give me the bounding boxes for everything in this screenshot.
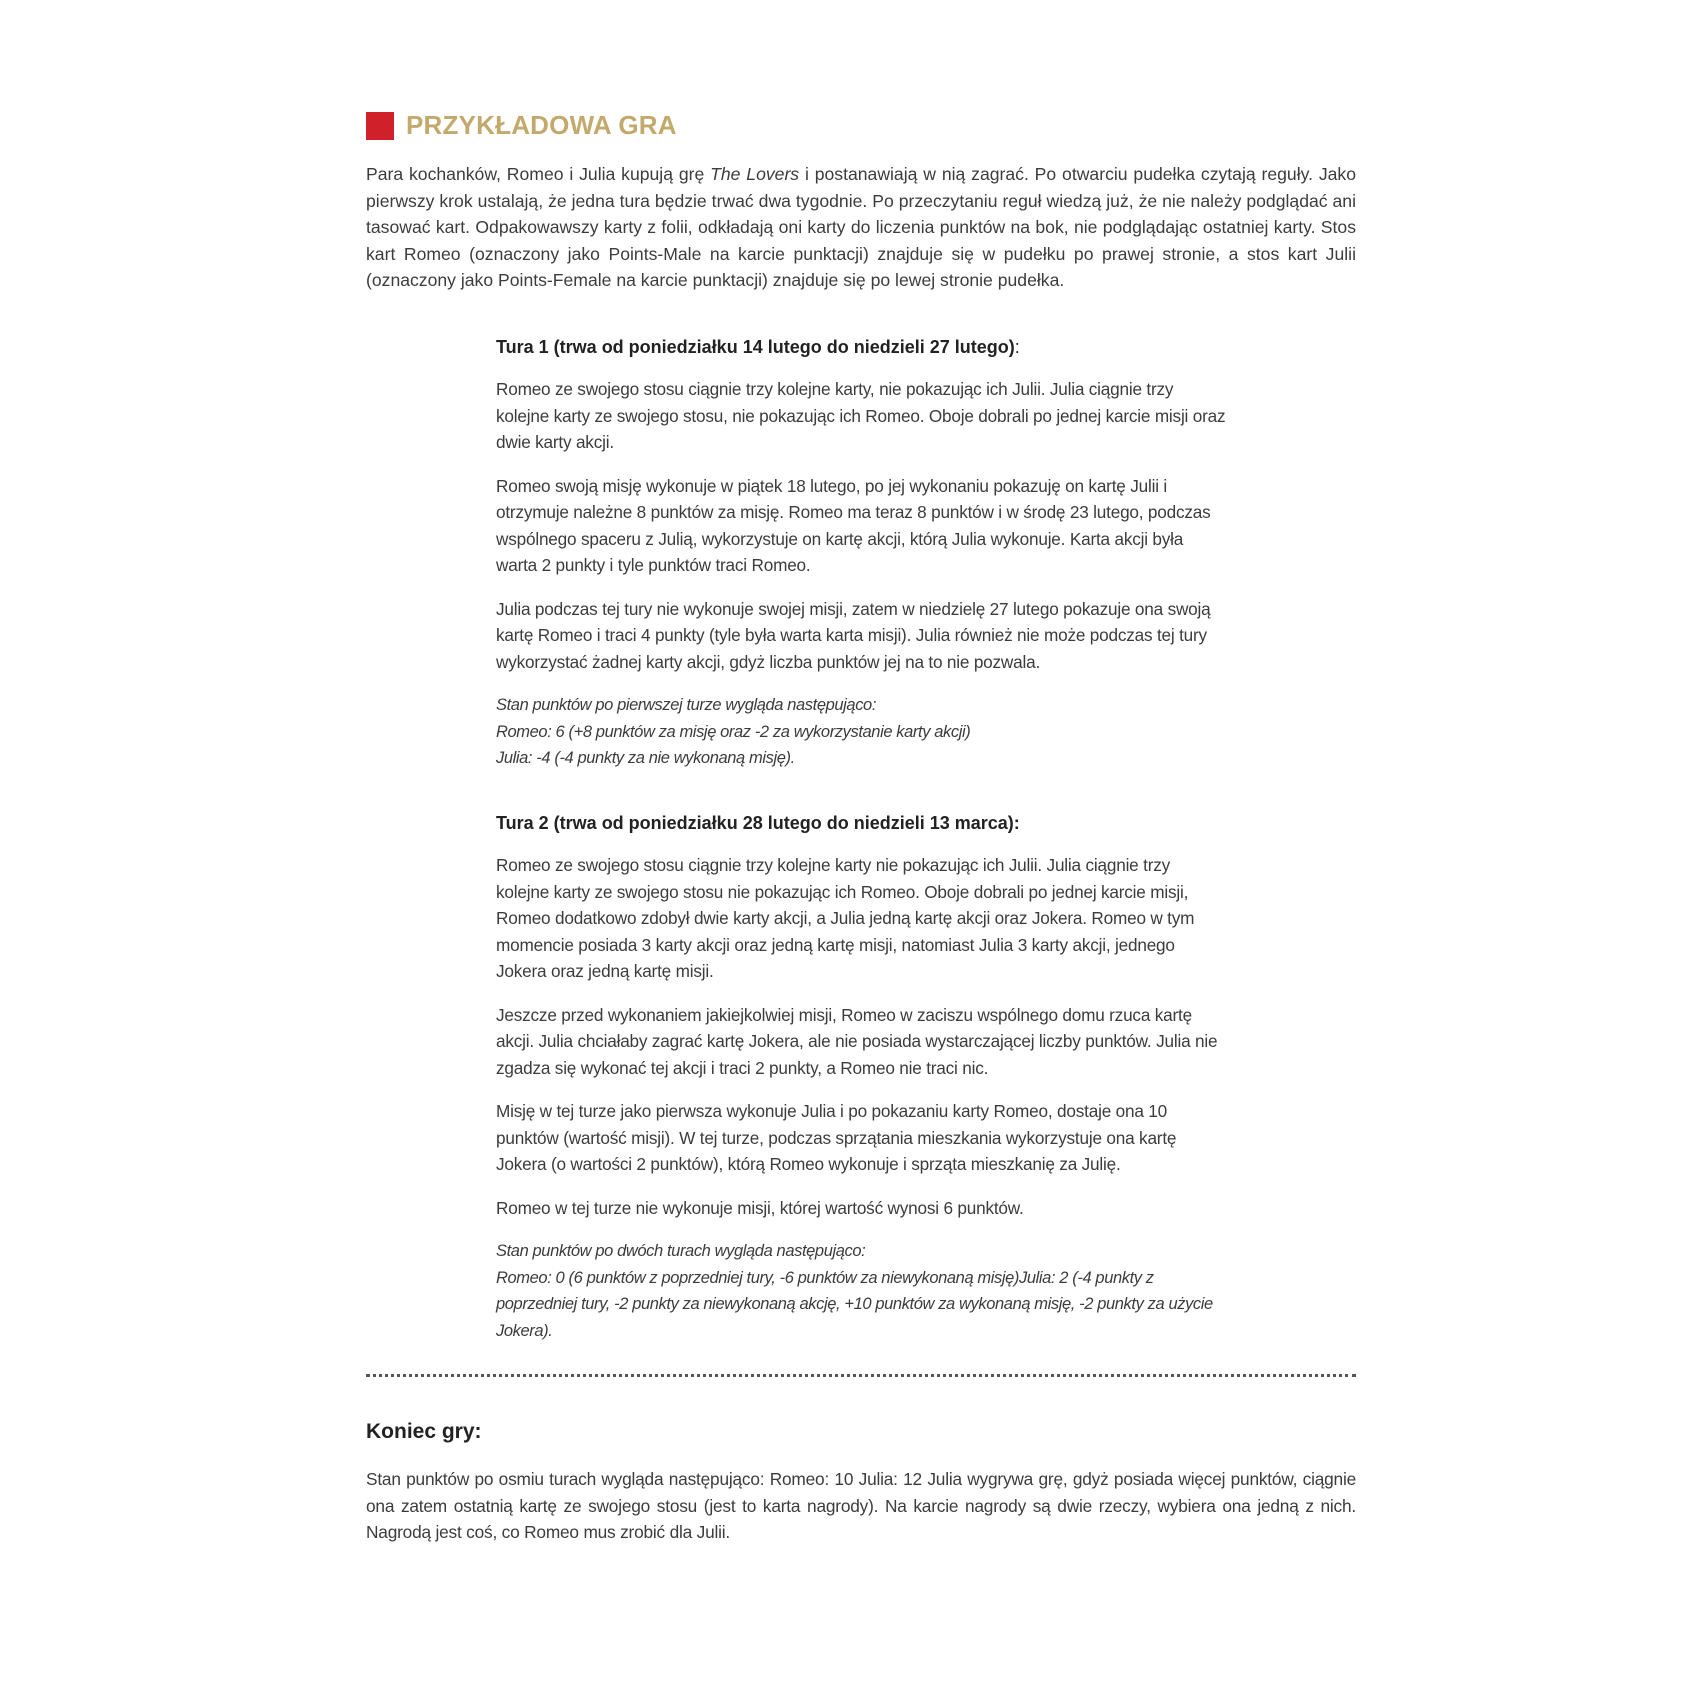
section-header <box>366 110 677 141</box>
round-2-title: Tura 2 (trwa od poniedziałku 28 lutego do niedzieli 13 marca): <box>496 813 1020 833</box>
score-line: Stan punktów po pierwszej turze wygląda następująco: <box>496 696 877 714</box>
round-2-score-summary <box>496 1238 1226 1344</box>
dotted-divider <box>366 1374 1356 1377</box>
round-1-paragraph: Romeo swoją misję wykonuje w piątek 18 lutego, po jej wykonaniu pokazuję on kartę Julii i otrzymuje należne 8 punktów za misję. Romeo ma teraz 8 punktów i w środę 23 lutego, podczas wspólnego spaceru z Julią, wykorzystuje on kartę akcji, którą Julia wykonuje. Karta akcji była warta 2 punkty i tyle punktów traci Romeo. <box>496 475 1211 575</box>
end-of-game-paragraph: Stan punktów po osmiu turach wygląda następująco: Romeo: 10 Julia: 12 Julia wygrywa grę, gdyż posiada więcej punktów, ciągnie ona zatem ostatnią kartę ze swojego stosu (jest to karta nagrody). Na karcie nagrody są dwie rzeczy, wybiera ona jedną z nich. Nagrodą jest coś, co Romeo mus zrobić dla Julii. <box>366 1469 1356 1542</box>
end-of-game-title: Koniec gry: <box>366 1420 482 1443</box>
round-2-section <box>496 813 1226 1344</box>
round-1-paragraph: Romeo ze swojego stosu ciągnie trzy kolejne karty, nie pokazując ich Julii. Julia ciągnie trzy kolejne karty ze swojego stosu, nie pokazując ich Romeo. Oboje dobrali po jednej karcie misji oraz dwie karty akcji. <box>496 379 1226 452</box>
intro-text-end: i postanawiają w nią zagrać. Po otwarciu pudełka czytają reguły. Jako pierwszy krok ustalają, że jedna tura będzie trwać dwa tygodnie. Po przeczytaniu reguł wiedzą już, że nie należy podglądać ani tasować kart. Odpakowawszy karty z folii, odkładają oni karty do liczenia punktów na bok, nie podglądając ostatniej karty. Stos kart Romeo (oznaczony jako Points-Male na karcie punktacji) znajduje się w pudełku po prawej stronie, a stos kart Julii (oznaczony jako Points-Female na karcie punktacji) znajduje się po lewej stronie pudełka. <box>366 164 1357 290</box>
red-square-marker <box>366 112 394 140</box>
score-line: Romeo: 0 (6 punktów z poprzedniej tury, -6 punktów za niewykonaną misję)Julia: 2 (-4 punkty z poprzedniej tury, -2 punkty za niewykonaną akcję, +10 punktów za wykonaną misję, -2 punkty za użycie Jokera). <box>496 1268 1213 1340</box>
round-1-title-colon: : <box>1014 337 1020 357</box>
round-1-paragraph: Julia podczas tej tury nie wykonuje swojej misji, zatem w niedzielę 27 lutego pokazuje ona swoją kartę Romeo i traci 4 punkty (tyle była warta karta misji). Julia również nie może podczas tej tury wykorzystać żadnej karty akcji, gdyż liczba punktów jej na to nie pozwala. <box>496 598 1211 672</box>
round-1-score-summary <box>496 692 1226 772</box>
score-line: Romeo: 6 (+8 punktów za misję oraz -2 za wykorzystanie karty akcji) <box>496 722 971 741</box>
page-title: PRZYKŁADOWA GRA <box>406 110 677 140</box>
game-name: The Lovers <box>710 164 800 184</box>
round-2-paragraph: Romeo w tej turze nie wykonuje misji, której wartość wynosi 6 punktów. <box>496 1197 1024 1218</box>
round-1-title <box>496 337 1226 358</box>
score-line: Stan punktów po dwóch turach wygląda następująco: <box>496 1242 866 1260</box>
round-1-section <box>496 337 1226 772</box>
round-2-paragraph: Jeszcze przed wykonaniem jakiejkolwiej misji, Romeo w zaciszu wspólnego domu rzuca kartę akcji. Julia chciałaby zagrać kartę Jokera, ale nie posiada wystarczającej liczby punktów. Julia nie zgadza się wykonać tej akcji i traci 2 punkty, a Romeo nie traci nic. <box>496 1004 1218 1078</box>
round-2-paragraph: Romeo ze swojego stosu ciągnie trzy kolejne karty nie pokazując ich Julii. Julia ciągnie trzy kolejne karty ze swojego stosu nie pokazując ich Romeo. Oboje dobrali po jednej karcie misji, Romeo dodatkowo zdobył dwie karty akcji, a Julia jedną kartę akcji oraz Jokera. Romeo w tym momencie posiada 3 karty akcji oraz jedną kartę misji, natomiast Julia 3 karty akcji, jednego Jokera oraz jedną kartę misji. <box>496 855 1195 981</box>
intro-paragraph <box>366 161 1356 294</box>
intro-text-start: Para kochanków, Romeo i Julia kupują grę <box>366 164 711 184</box>
score-line: Julia: -4 (-4 punkty za nie wykonaną misję). <box>496 749 795 767</box>
round-2-paragraph: Misję w tej turze jako pierwsza wykonuje Julia i po pokazaniu karty Romeo, dostaje ona 10 punktów (wartość misji). W tej turze, podczas sprzątania mieszkania wykorzystuje ona kartę Jokera (o wartości 2 punktów), którą Romeo wykonuje i sprząta mieszkanię za Julię. <box>496 1101 1177 1174</box>
round-1-title-text: Tura 1 (trwa od poniedziałku 14 lutego do niedzieli 27 lutego) <box>496 337 1015 357</box>
